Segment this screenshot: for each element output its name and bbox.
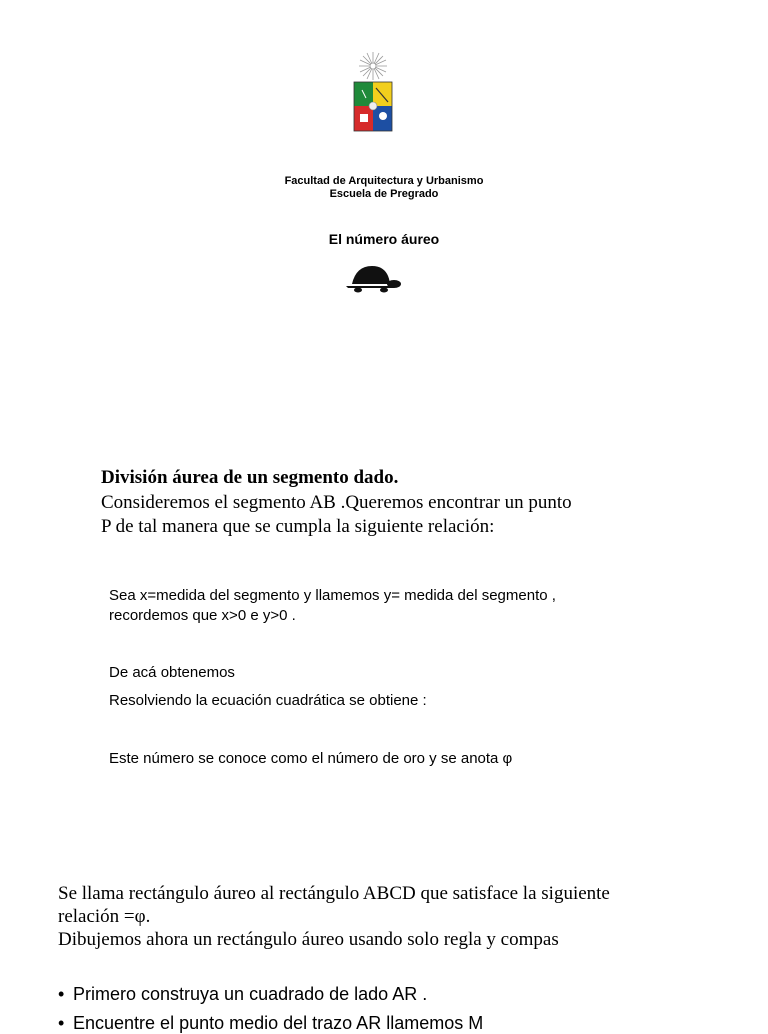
faculty-name: Facultad de Arquitectura y Urbanismo — [284, 175, 484, 187]
bullet-marker: • — [58, 984, 65, 1004]
document-title: El número áureo — [328, 231, 440, 247]
definition-line: recordemos que x>0 e y>0 . — [109, 607, 296, 624]
bullet-marker: • — [58, 1013, 65, 1033]
shield-icon — [354, 82, 392, 131]
definition-paragraph — [109, 586, 556, 626]
golden-number-text: Este número se conoce como el número de oro y se anota φ — [109, 750, 513, 767]
golden-rectangle-paragraph — [58, 882, 610, 951]
golden-rectangle-line: Se llama rectángulo áureo al rectángulo ABCD que satisface la siguiente — [58, 883, 610, 904]
intro-paragraph — [101, 491, 572, 539]
intro-line: Consideremos el segmento AB .Queremos encontrar un punto — [101, 492, 572, 513]
faculty-header — [0, 175, 768, 201]
university-crest-logo — [352, 50, 394, 134]
definition-line: Sea x=medida del segmento y llamemos y= medida del segmento , — [109, 587, 556, 604]
derivation-text: De acá obtenemos — [109, 664, 235, 681]
list-item-text: Encuentre el punto medio del trazo AR llamemos M — [73, 1013, 484, 1033]
golden-rectangle-line: Dibujemos ahora un rectángulo áureo usando solo regla y compas — [58, 929, 559, 950]
intro-line: P de tal manera que se cumpla la siguiente relación: — [101, 516, 495, 537]
school-name: Escuela de Pregrado — [329, 188, 439, 200]
section-heading: División áurea de un segmento dado. — [101, 467, 399, 488]
golden-rectangle-line: relación =φ. — [58, 906, 151, 927]
list-item — [58, 984, 427, 1005]
list-item-text: Primero construya un cuadrado de lado AR . — [73, 984, 428, 1004]
turtle-icon — [344, 262, 402, 296]
solution-text: Resolviendo la ecuación cuadrática se obtiene : — [109, 692, 427, 709]
